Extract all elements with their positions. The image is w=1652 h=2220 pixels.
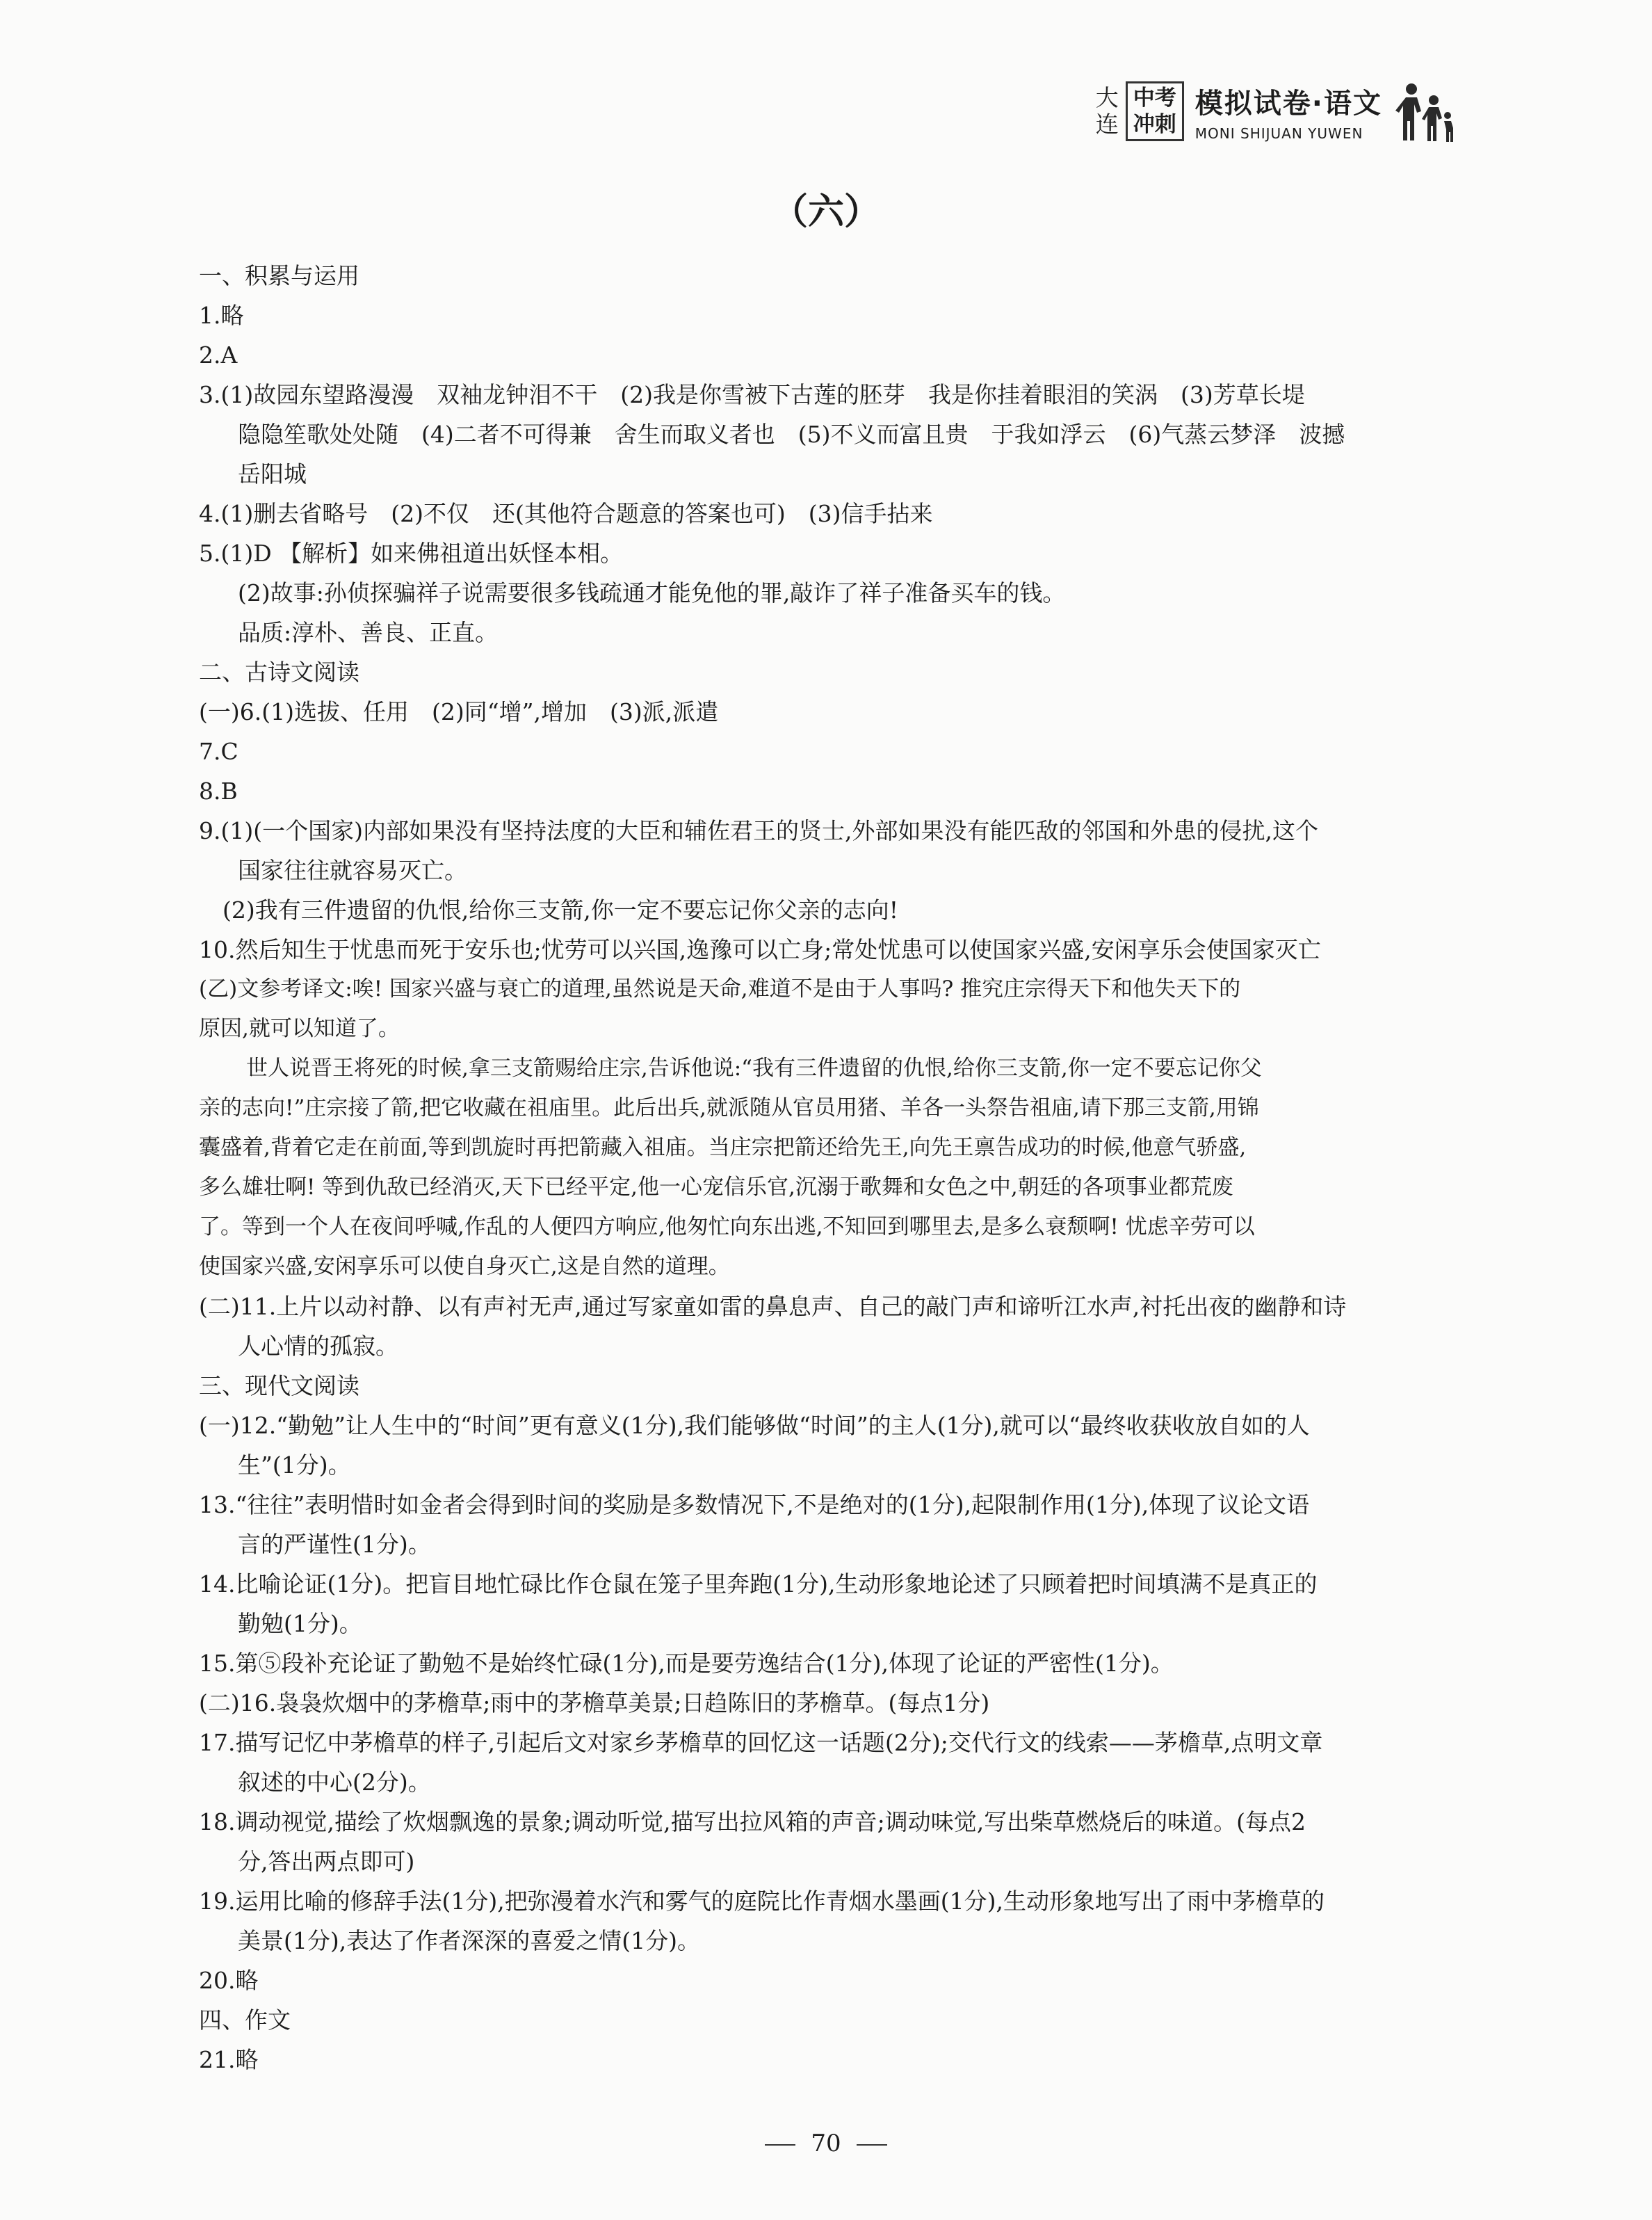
answer-line: 1.略 xyxy=(199,302,244,329)
answer-line: 人心情的孤寂。 xyxy=(238,1333,398,1360)
answer-line: 10.然后知生于忧患而死于安乐也;忧劳可以兴国,逸豫可以亡身;常处忧患可以使国家兴盛,安闲享乐会使国家灭亡 xyxy=(199,936,1321,963)
translation-line: 世人说晋王将死的时候,拿三支箭赐给庄宗,告诉他说:“我有三件遗留的仇恨,给你三支箭,你一定不要忘记你父 xyxy=(246,1056,1262,1081)
answer-line: 13.“往往”表明惜时如金者会得到时间的奖励是多数情况下,不是绝对的(1分),起限制作用(1分),体现了议论文语 xyxy=(199,1491,1310,1518)
answer-line: (2)故事:孙侦探骗祥子说需要很多钱疏通才能免他的罪,敲诈了祥子准备买车的钱。 xyxy=(238,579,1066,606)
answer-line: 15.第⑤段补充论证了勤勉不是始终忙碌(1分),而是要劳逸结合(1分),体现了论证的严密性(1分)。 xyxy=(199,1650,1174,1677)
header-city-line2: 连 xyxy=(1095,111,1119,138)
page-number xyxy=(0,2130,1652,2157)
header-city xyxy=(1096,85,1119,138)
answer-line: 勤勉(1分)。 xyxy=(238,1610,362,1637)
answer-line: 8.B xyxy=(199,778,238,805)
heading-part-three: 三、现代文阅读 xyxy=(199,1372,359,1399)
answer-line: 9.(1)(一个国家)内部如果没有坚持法度的大臣和辅佐君王的贤士,外部如果没有能匹敌的邻国和外患的侵扰,这个 xyxy=(199,817,1318,844)
translation-line: 囊盛着,背着它走在前面,等到凯旋时再把箭藏入祖庙。当庄宗把箭还给先王,向先王禀告成功的时候,他意气骄盛, xyxy=(199,1135,1247,1160)
answer-line: 21.略 xyxy=(199,2046,259,2073)
answer-line: 隐隐笙歌处处随 (4)二者不可得兼 舍生而取义者也 (5)不义而富且贵 于我如浮云 (6)气蒸云梦泽 波撼 xyxy=(238,421,1345,448)
header-badge xyxy=(1126,81,1184,141)
translation-line: 亲的志向!”庄宗接了箭,把它收藏在祖庙里。此后出兵,就派随从官员用猪、羊各一头祭告祖庙,请下那三支箭,用锦 xyxy=(199,1095,1259,1120)
header-badge-line1: 中考 xyxy=(1133,86,1176,111)
header-badge-line2: 冲刺 xyxy=(1133,112,1176,137)
answer-line: 19.运用比喻的修辞手法(1分),把弥漫着水汽和雾气的庭院比作青烟水墨画(1分),生动形象地写出了雨中茅檐草的 xyxy=(199,1888,1325,1915)
answer-line: 17.描写记忆中茅檐草的样子,引起后文对家乡茅檐草的回忆这一话题(2分);交代行文的线索——茅檐草,点明文章 xyxy=(199,1729,1323,1756)
section-title: （六） xyxy=(771,191,880,233)
header-city-line1: 大 xyxy=(1095,84,1119,111)
answer-line: 7.C xyxy=(199,738,238,765)
answer-line: 14.比喻论证(1分)。把盲目地忙碌比作仓鼠在笼子里奔跑(1分),生动形象地论述了只顾着把时间填满不是真正的 xyxy=(199,1570,1318,1598)
answer-line: (二)16.袅袅炊烟中的茅檐草;雨中的茅檐草美景;日趋陈旧的茅檐草。(每点1分) xyxy=(199,1689,990,1716)
answer-line: 生”(1分)。 xyxy=(238,1451,351,1479)
answer-line: 3.(1)故园东望路漫漫 双袖龙钟泪不干 (2)我是你雪被下古莲的胚芽 我是你挂着眼泪的笑涡 (3)芳草长堤 xyxy=(199,381,1305,408)
answer-line: 18.调动视觉,描绘了炊烟飘逸的景象;调动听觉,描写出拉风箱的声音;调动味觉,写出柴草燃烧后的味道。(每点2 xyxy=(199,1808,1306,1835)
page-number-value: 70 xyxy=(811,2130,841,2157)
answer-line: (一)12.“勤勉”让人生中的“时间”更有意义(1分),我们能够做“时间”的主人(1分),就可以“最终收获收放自如的人 xyxy=(199,1412,1310,1439)
answer-line: 20.略 xyxy=(199,1967,259,1994)
answer-line: 美景(1分),表达了作者深深的喜爱之情(1分)。 xyxy=(238,1927,700,1954)
answer-line: 4.(1)删去省略号 (2)不仅 还(其他符合题意的答案也可) (3)信手拈来 xyxy=(199,500,933,527)
answer-body xyxy=(199,256,1457,2080)
answer-line: 分,答出两点即可) xyxy=(238,1848,415,1875)
answer-line: 品质:淳朴、善良、正直。 xyxy=(238,619,499,646)
answer-line: 2.A xyxy=(199,341,238,369)
header-title: 模拟试卷·语文 xyxy=(1195,87,1382,120)
runners-logo-icon xyxy=(1391,79,1453,143)
page-number-left-dash xyxy=(765,2144,795,2146)
page-number-right-dash xyxy=(857,2144,887,2146)
answer-line: 岳阳城 xyxy=(238,460,307,488)
answer-line: 5.(1)D 【解析】如来佛祖道出妖怪本相。 xyxy=(199,540,624,567)
answer-line: (二)11.上片以动衬静、以有声衬无声,通过写家童如雷的鼻息声、自己的敲门声和谛听江水声,衬托出夜的幽静和诗 xyxy=(199,1293,1347,1320)
translation-line: (乙)文参考译文:唉! 国家兴盛与衰亡的道理,虽然说是天命,难道不是由于人事吗? 推究庄宗得天下和他失天下的 xyxy=(199,976,1241,1002)
translation-line: 原因,就可以知道了。 xyxy=(199,1016,400,1041)
translation-line: 使国家兴盛,安闲享乐可以使自身灭亡,这是自然的道理。 xyxy=(199,1254,730,1279)
answer-line: (一)6.(1)选拔、任用 (2)同“增”,增加 (3)派,派遣 xyxy=(199,698,719,725)
translation-line: 了。等到一个人在夜间呼喊,作乱的人便四方响应,他匆忙向东出逃,不知回到哪里去,是多么衰颓啊! 忧虑辛劳可以 xyxy=(199,1214,1255,1239)
page-header xyxy=(1096,78,1453,145)
answer-line: 叙述的中心(2分)。 xyxy=(238,1769,431,1796)
translation-line: 多么雄壮啊! 等到仇敌已经消灭,天下已经平定,他一心宠信乐官,沉溺于歌舞和女色之中,朝廷的各项事业都荒废 xyxy=(199,1175,1233,1200)
heading-part-one: 一、积累与运用 xyxy=(199,262,359,289)
answer-line: 言的严谨性(1分)。 xyxy=(238,1531,431,1558)
answer-line: (2)我有三件遗留的仇恨,给你三支箭,你一定不要忘记你父亲的志向! xyxy=(222,896,898,924)
answer-line: 国家往往就容易灭亡。 xyxy=(238,857,467,884)
heading-part-four: 四、作文 xyxy=(199,2006,291,2034)
header-title-block xyxy=(1195,81,1382,142)
header-pinyin: MONI SHIJUAN YUWEN xyxy=(1195,124,1363,142)
heading-part-two: 二、古诗文阅读 xyxy=(199,659,359,686)
